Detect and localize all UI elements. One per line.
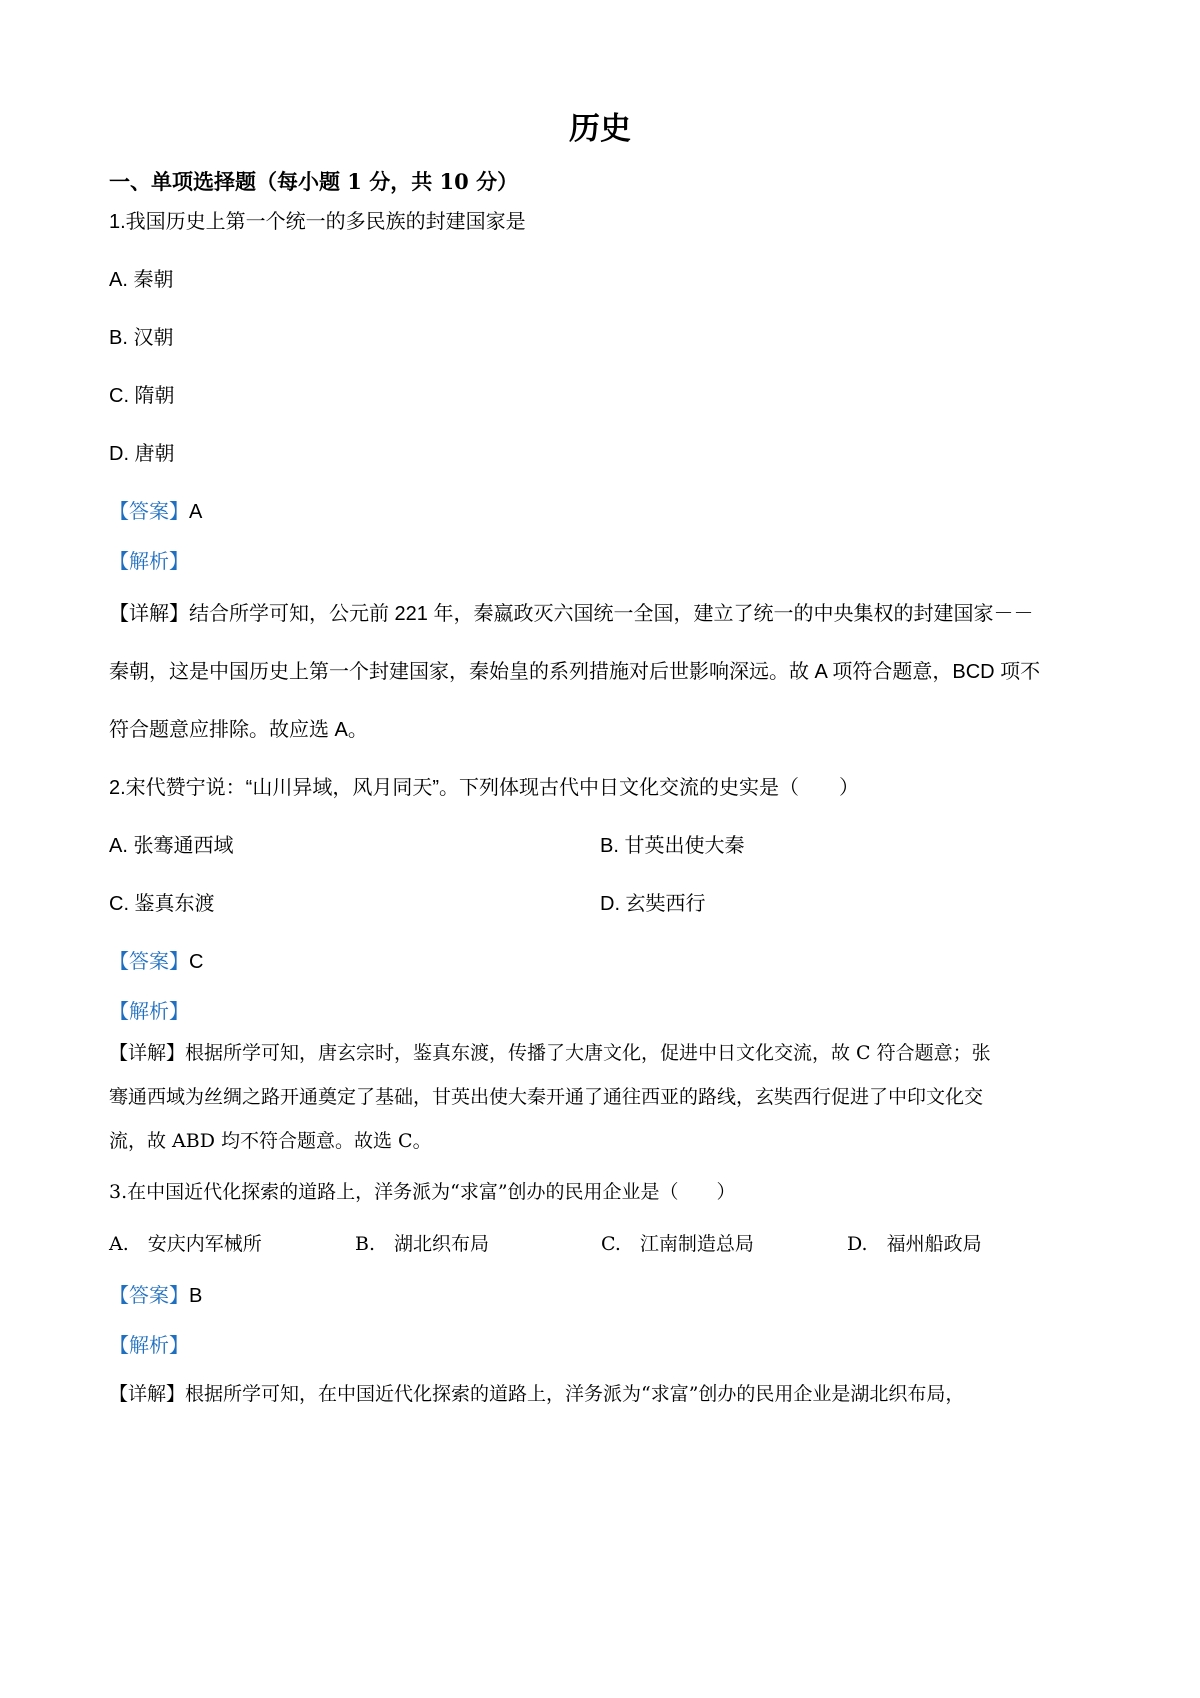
question-2-stem: 2.宋代赞宁说：“山川异域，风月同天”。下列体现古代中日文化交流的史实是（ ） bbox=[109, 777, 859, 799]
answer-value: C bbox=[189, 951, 204, 973]
question-2-option-b: B. 甘英出使大秦 bbox=[600, 835, 745, 857]
question-3-option-d: D. 福州船政局 bbox=[847, 1233, 982, 1255]
question-3-answer bbox=[109, 1279, 202, 1308]
question-3-stem: 3.在中国近代化探索的道路上，洋务派为“求富”创办的民用企业是（ ） bbox=[109, 1181, 736, 1203]
question-2-analysis-tag: 【解析】 bbox=[109, 1001, 189, 1023]
question-3-detail-line: 【详解】根据所学可知，在中国近代化探索的道路上，洋务派为“求富”创办的民用企业是湖北织布局， bbox=[109, 1383, 965, 1405]
question-2-detail-line: 骞通西域为丝绸之路开通奠定了基础，甘英出使大秦开通了通往西亚的路线，玄奘西行促进了中印文化交 bbox=[109, 1086, 984, 1108]
question-2-answer bbox=[109, 945, 203, 974]
question-1-option-b: B. 汉朝 bbox=[109, 327, 174, 349]
question-1-option-c: C. 隋朝 bbox=[109, 385, 175, 407]
question-1-option-d: D. 唐朝 bbox=[109, 443, 175, 465]
question-1-stem: 1.我国历史上第一个统一的多民族的封建国家是 bbox=[109, 211, 526, 233]
answer-value: B bbox=[189, 1285, 203, 1307]
question-1-detail-line: 符合题意应排除。故应选 A。 bbox=[109, 719, 368, 741]
question-3-option-a: A. 安庆内军械所 bbox=[109, 1233, 262, 1255]
question-3-option-c: C. 江南制造总局 bbox=[601, 1233, 754, 1255]
question-3-option-b: B. 湖北织布局 bbox=[355, 1233, 490, 1255]
answer-tag: 【答案】 bbox=[109, 1285, 189, 1307]
question-2-option-c: C. 鉴真东渡 bbox=[109, 893, 215, 915]
question-1-analysis-tag: 【解析】 bbox=[109, 551, 189, 573]
question-1-detail-line: 秦朝，这是中国历史上第一个封建国家，秦始皇的系列措施对后世影响深远。故 A 项符合题意，BCD 项不 bbox=[109, 661, 1041, 683]
question-1-detail-line: 【详解】结合所学可知，公元前 221 年，秦嬴政灭六国统一全国，建立了统一的中央集权的封建国家－－ bbox=[109, 603, 1034, 625]
answer-tag: 【答案】 bbox=[109, 501, 189, 523]
question-2-detail-line: 【详解】根据所学可知，唐玄宗时，鉴真东渡，传播了大唐文化，促进中日文化交流，故 C 符合题意；张 bbox=[109, 1042, 991, 1064]
question-3-analysis-tag: 【解析】 bbox=[109, 1335, 189, 1357]
section-heading: 一、单项选择题（每小题 1 分，共 10 分） bbox=[109, 169, 519, 194]
answer-value: A bbox=[189, 501, 203, 523]
page-title: 历史 bbox=[569, 111, 631, 147]
question-2-option-d: D. 玄奘西行 bbox=[600, 893, 706, 915]
question-2-option-a: A. 张骞通西域 bbox=[109, 835, 234, 857]
question-2-detail-line: 流，故 ABD 均不符合题意。故选 C。 bbox=[109, 1130, 432, 1152]
question-1-answer bbox=[109, 495, 202, 524]
question-1-option-a: A. 秦朝 bbox=[109, 269, 174, 291]
answer-tag: 【答案】 bbox=[109, 951, 189, 973]
